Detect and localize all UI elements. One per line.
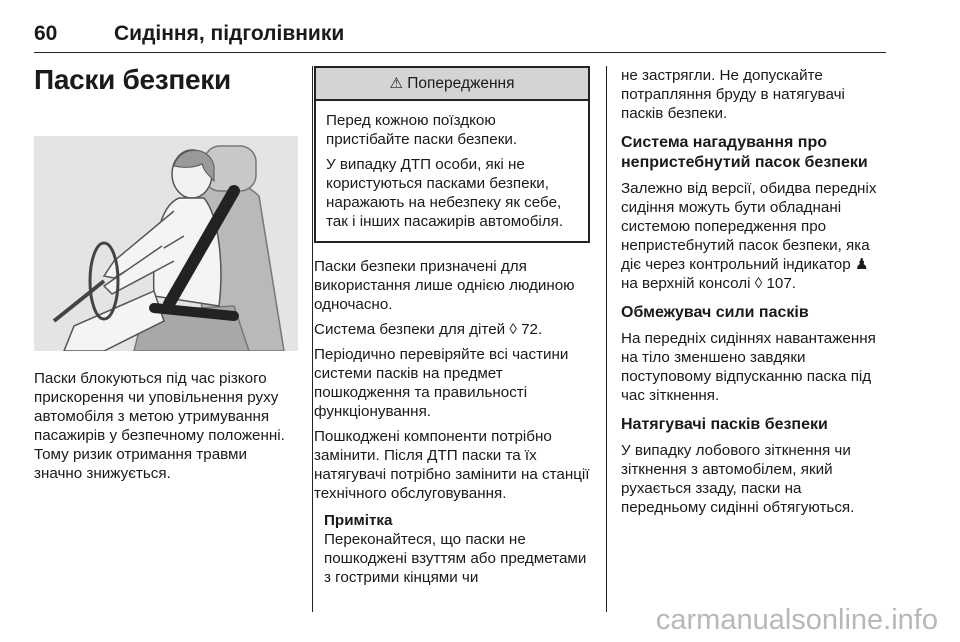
column-divider-2 <box>606 66 607 612</box>
page-title: Паски безпеки <box>34 64 231 95</box>
watermark: carmanualsonline.info <box>655 604 938 636</box>
warning-triangle-icon: ⚠ <box>389 75 403 92</box>
note-continuation: не застрягли. Не допускайте потрапляння бруду в натягувачі пасків безпеки. <box>621 67 845 122</box>
page-number: 60 <box>34 22 58 45</box>
heading-force-limiter: Обмежувач сили пасків <box>621 304 809 321</box>
paragraph-inspection: Періодично перевіряйте всі частини системи пасків на предмет пошкодження та правильності функціонування. <box>314 346 569 420</box>
warning-header <box>316 68 588 101</box>
column-divider-1 <box>312 66 313 612</box>
column-left <box>34 62 298 489</box>
page-header <box>34 22 886 53</box>
seatbelt-driver-illustration <box>34 136 298 351</box>
seatbelt-intro-paragraph: Паски блокуються під час різкого прискорення чи уповільнення руху автомобіля з метою утримування пасажирів у безпечному положенні. Тому ризик отримання травми значно знижується. <box>34 370 285 482</box>
paragraph-single-use: Паски безпеки призначені для використання лише однією людиною одночасно. <box>314 258 575 313</box>
heading-pretensioners: Натягувачі пасків безпеки <box>621 416 828 433</box>
chapter-title: Сидіння, підголівники <box>114 22 345 45</box>
paragraph-child-restraint: Система безпеки для дітей ◊ 72. <box>314 321 543 338</box>
middle-text <box>314 257 594 587</box>
column-right <box>621 66 886 523</box>
warning-box <box>314 66 590 243</box>
paragraph-pretensioners: У випадку лобового зіткнення чи зіткнення з автомобілем, який рухається ззаду, паски на передньому сидінні обтягуються. <box>621 442 855 516</box>
warning-text-1: Перед кожною поїздкою пристібайте паски безпеки. <box>326 112 518 148</box>
note-title: Примітка <box>324 512 393 529</box>
warning-title: Попередження <box>407 75 515 92</box>
note-text: Переконайтеся, що паски не пошкоджені взуттям або предметами з гострими кінцями чи <box>324 531 587 586</box>
warning-body <box>316 101 588 241</box>
paragraph-force-limiter: На передніх сидіннях навантаження на тіло зменшено завдяки поступовому відпусканню паска під час зіткнення. <box>621 330 876 404</box>
column-middle <box>314 66 594 587</box>
heading-belt-reminder: Система нагадування про непристебнутий пасок безпеки <box>621 134 868 171</box>
warning-text-2: У випадку ДТП особи, які не користуються пасками безпеки, наражають на небезпеку як себе, так і інших пасажирів автомобіля. <box>326 156 564 230</box>
paragraph-belt-reminder: Залежно від версії, обидва передніх сидіння можуть бути обладнані системою попередження про непристебнутий пасок безпеки, яка діє через контрольний індикатор ♟ на верхній консолі ◊ 107. <box>621 180 877 292</box>
paragraph-replacement: Пошкоджені компоненти потрібно замінити. Після ДТП паски та їх натягувачі потрібно замінити на станції технічного обслуговування. <box>314 428 590 502</box>
